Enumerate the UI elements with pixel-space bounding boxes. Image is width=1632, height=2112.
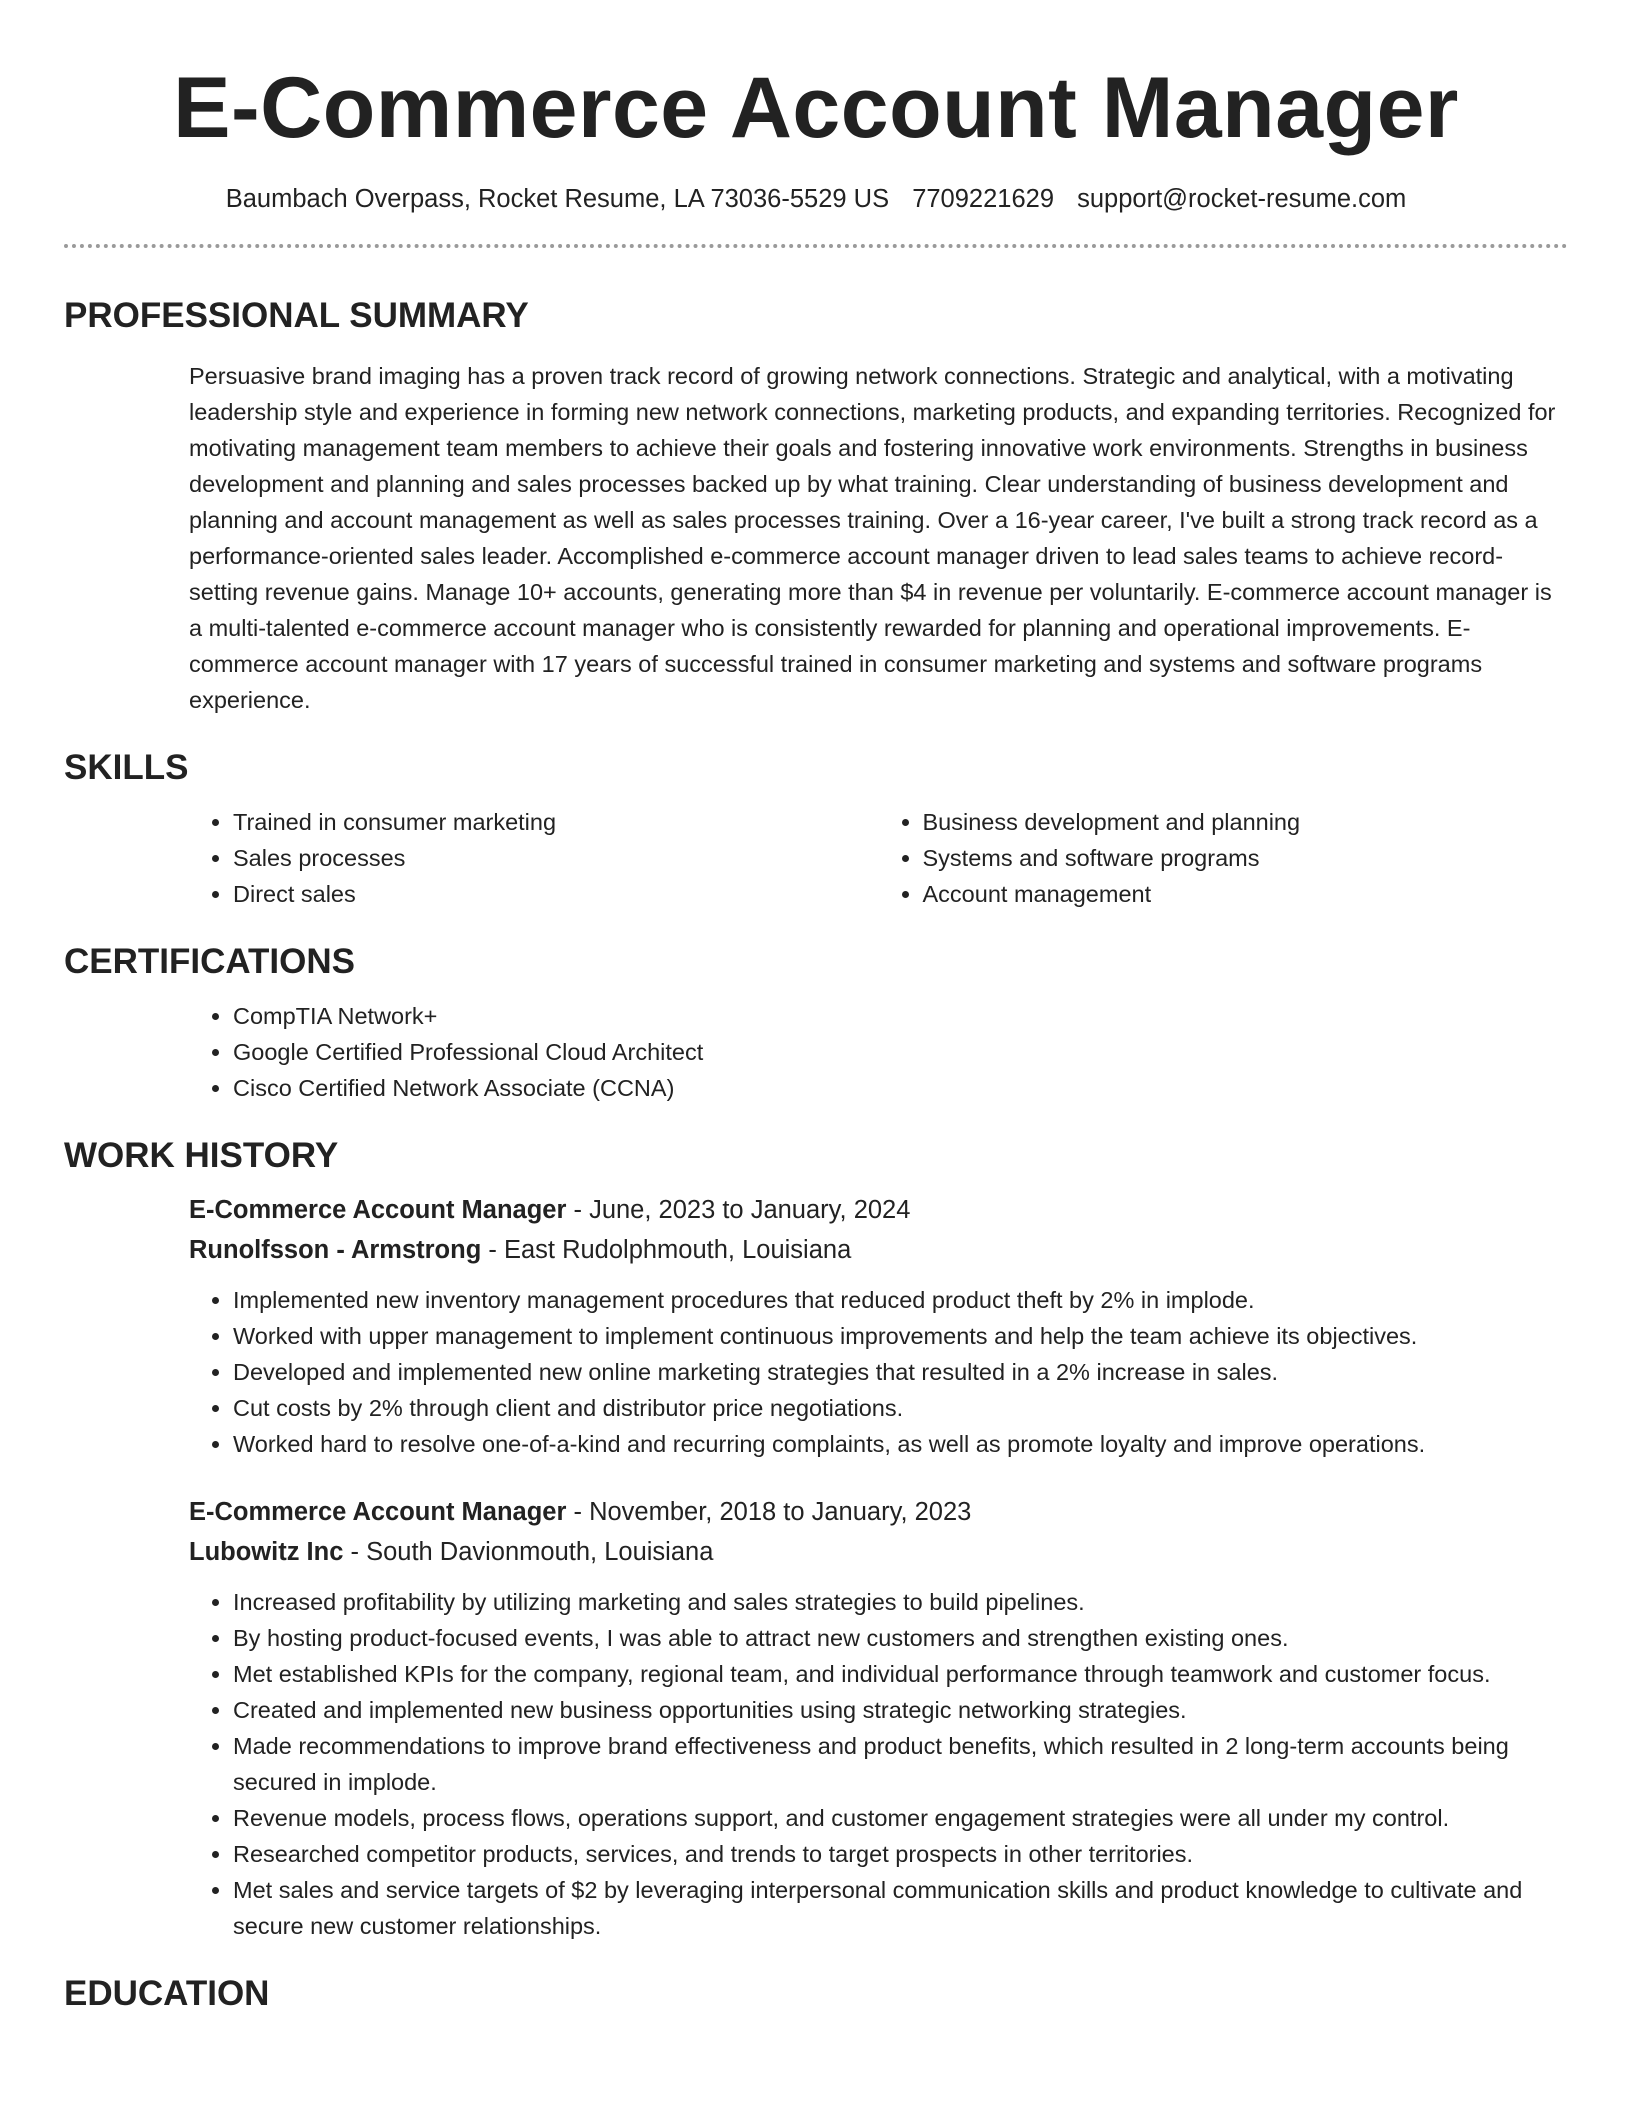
list-item: • Researched competitor products, services, and trends to target prospects in other territories.: [233, 1836, 1568, 1872]
list-item: • Google Certified Professional Cloud Architect: [233, 1034, 1568, 1070]
job-bullets: [189, 1282, 1568, 1462]
list-item: • Met established KPIs for the company, regional team, and individual performance through teamwork and customer focus.: [233, 1656, 1568, 1692]
summary-text: Persuasive brand imaging has a proven track record of growing network connections. Strategic and analytical, with a motivating leadership style and experience in forming new network connections, marketing products, and expanding territories. Recognized for motivating management team members to achieve their goals and fostering innovative work environments. Strengths in business development and planning and sales processes backed up by what training. Clear understanding of business development and planning and account management as well as sales processes training. Over a 16-year career, I've built a strong track record as a performance-oriented sales leader. Accomplished e-commerce account manager driven to lead sales teams to achieve record-setting revenue gains. Manage 10+ accounts, generating more than $4 in revenue per voluntarily. E-commerce account manager is a multi-talented e-commerce account manager who is consistently rewarded for planning and operational improvements. E-commerce account manager with 17 years of successful trained in consumer marketing and systems and software programs experience.: [189, 363, 1556, 713]
skills-section: [64, 746, 1568, 912]
job-entry: [64, 1190, 1568, 1462]
resume-name: E-Commerce Account Manager: [173, 60, 1459, 156]
job-title-line: [189, 1190, 1568, 1230]
skills-heading: SKILLS: [64, 748, 189, 787]
work-heading: WORK HISTORY: [64, 1136, 339, 1175]
address-text: Baumbach Overpass, Rocket Resume, LA 73036-5529 US: [225, 185, 890, 213]
email-text: support@rocket-resume.com: [1077, 185, 1407, 213]
list-item: • Cut costs by 2% through client and distributor price negotiations.: [233, 1390, 1568, 1426]
job-dates: - June, 2023 to January, 2024: [566, 1196, 911, 1224]
list-item: • By hosting product-focused events, I was able to attract new customers and strengthen existing ones.: [233, 1620, 1568, 1656]
list-item: • Developed and implemented new online marketing strategies that resulted in a 2% increase in sales.: [233, 1354, 1568, 1390]
job-company-line: [189, 1230, 1568, 1270]
summary-heading: PROFESSIONAL SUMMARY: [64, 296, 529, 335]
list-item: • Implemented new inventory management procedures that reduced product theft by 2% in implode.: [233, 1282, 1568, 1318]
list-item: • Worked with upper management to implement continuous improvements and help the team achieve its objectives.: [233, 1318, 1568, 1354]
summary-section: [64, 294, 1568, 718]
skills-list-left: [189, 804, 879, 912]
job-location: - East Rudolphmouth, Louisiana: [481, 1236, 852, 1264]
list-item: • Met sales and service targets of $2 by leveraging interpersonal communication skills and product knowledge to cultivate and secure new customer relationships.: [233, 1872, 1568, 1944]
list-item: • Revenue models, process flows, operations support, and customer engagement strategies were all under my control.: [233, 1800, 1568, 1836]
list-item: • Direct sales: [233, 876, 879, 912]
education-heading: EDUCATION: [64, 1974, 270, 2013]
list-item: • Trained in consumer marketing: [233, 804, 879, 840]
job-company: Runolfsson - Armstrong: [189, 1236, 482, 1264]
job-company-line: [189, 1532, 1568, 1572]
resume-page: [64, 0, 1568, 2016]
certifications-heading: CERTIFICATIONS: [64, 942, 356, 981]
list-item: • Sales processes: [233, 840, 879, 876]
job-dates: - November, 2018 to January, 2023: [566, 1498, 972, 1526]
list-item: • Worked hard to resolve one-of-a-kind and recurring complaints, as well as promote loyalty and improve operations.: [233, 1426, 1568, 1462]
list-item: • Account management: [923, 876, 1569, 912]
job-company: Lubowitz Inc: [189, 1538, 344, 1566]
job-location: - South Davionmouth, Louisiana: [343, 1538, 714, 1566]
job-role: E-Commerce Account Manager: [189, 1498, 567, 1526]
job-role: E-Commerce Account Manager: [189, 1196, 567, 1224]
contact-line: [64, 182, 1568, 216]
job-entry: [64, 1492, 1568, 1944]
work-section: [64, 1134, 1568, 1944]
phone-text: 7709221629: [912, 185, 1055, 213]
certifications-section: [64, 940, 1568, 1106]
list-item: • Made recommendations to improve brand effectiveness and product benefits, which resulted in 2 long-term accounts being secured in implode.: [233, 1728, 1568, 1800]
list-item: • Cisco Certified Network Associate (CCNA): [233, 1070, 1568, 1106]
certifications-list: [189, 998, 1568, 1106]
job-title-line: [189, 1492, 1568, 1532]
list-item: • Business development and planning: [923, 804, 1569, 840]
header-divider: [64, 244, 1568, 248]
skills-list-right: [879, 804, 1569, 912]
certifications-list-wrap: [189, 998, 1568, 1106]
list-item: • Increased profitability by utilizing marketing and sales strategies to build pipelines.: [233, 1584, 1568, 1620]
list-item: • Created and implemented new business opportunities using strategic networking strategies.: [233, 1692, 1568, 1728]
list-item: • Systems and software programs: [923, 840, 1569, 876]
education-section: [64, 1972, 1568, 2016]
list-item: • CompTIA Network+: [233, 998, 1568, 1034]
skills-grid: [189, 804, 1568, 912]
job-bullets: [189, 1584, 1568, 1944]
